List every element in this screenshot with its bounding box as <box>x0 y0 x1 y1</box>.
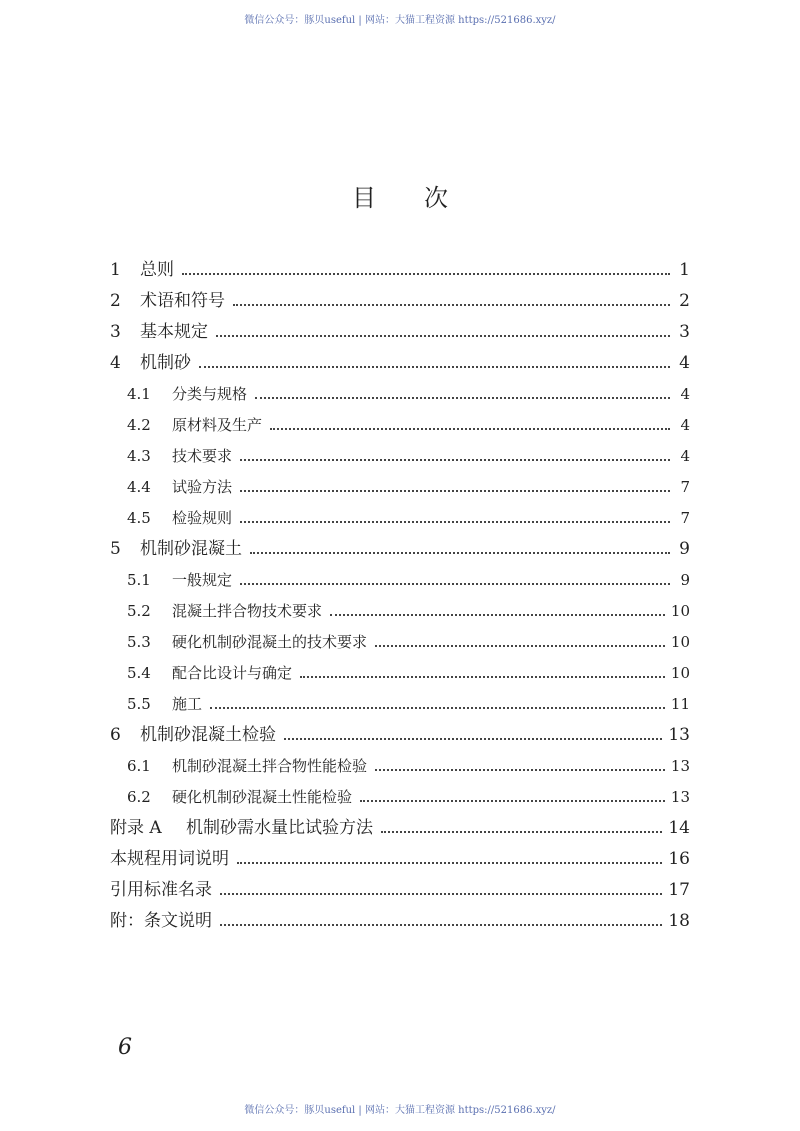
dot-leader <box>300 676 665 678</box>
toc-number: 1 <box>110 260 121 280</box>
dot-leader <box>375 645 665 647</box>
toc-entry[interactable] <box>110 816 690 840</box>
toc-label: 分类与规格 <box>172 385 248 403</box>
dot-leader <box>270 428 670 430</box>
toc-page: 18 <box>668 911 690 931</box>
toc-entry[interactable] <box>127 444 690 468</box>
toc-entry[interactable] <box>110 289 690 313</box>
toc-label: 检验规则 <box>172 509 233 527</box>
toc-entry[interactable] <box>127 599 690 623</box>
toc-page: 3 <box>679 322 690 342</box>
toc-page: 17 <box>668 880 690 900</box>
toc-page: 14 <box>668 818 690 838</box>
toc-entry[interactable] <box>110 723 690 747</box>
toc-label: 硬化机制砂混凝土性能检验 <box>172 788 353 806</box>
dot-leader <box>375 769 665 771</box>
toc-number: 3 <box>110 322 121 342</box>
toc-label: 机制砂需水量比试验方法 <box>186 818 373 838</box>
dot-leader <box>381 831 662 833</box>
dot-leader <box>220 924 662 926</box>
dot-leader <box>237 862 662 864</box>
toc-page: 9 <box>679 539 690 559</box>
toc-label: 技术要求 <box>172 447 233 465</box>
page-number: 6 <box>118 1035 132 1060</box>
toc-page: 4 <box>680 385 690 403</box>
toc-number: 6.1 <box>127 757 151 775</box>
toc-label: 原材料及生产 <box>172 416 263 434</box>
toc-label: 机制砂 <box>140 353 191 373</box>
toc-number: 4.1 <box>127 385 151 403</box>
watermark-top: 微信公众号：豚贝useful | 网站：大猫工程资源 https://521686.xyz/ <box>244 15 556 26</box>
dot-leader <box>216 335 670 337</box>
toc-entry[interactable] <box>110 351 690 375</box>
dot-leader <box>240 459 670 461</box>
toc-label: 施工 <box>172 695 203 713</box>
toc-page: 10 <box>670 664 690 682</box>
toc-page: 1 <box>679 260 690 280</box>
dot-leader <box>199 366 670 368</box>
toc-entry[interactable] <box>127 630 690 654</box>
toc-label: 术语和符号 <box>140 291 225 311</box>
toc-label: 机制砂混凝土拌合物性能检验 <box>172 757 368 775</box>
toc-number: 5 <box>110 539 121 559</box>
toc-entry[interactable] <box>110 537 690 561</box>
dot-leader <box>220 893 662 895</box>
toc-entry[interactable] <box>127 413 690 437</box>
toc-entry[interactable] <box>110 909 690 933</box>
toc-number: 5.2 <box>127 602 151 620</box>
toc-label: 混凝土拌合物技术要求 <box>172 602 323 620</box>
toc-entry[interactable] <box>127 692 690 716</box>
toc-page: 2 <box>679 291 690 311</box>
toc-page: 9 <box>680 571 690 589</box>
toc-label: 机制砂混凝土检验 <box>140 725 276 745</box>
dot-leader <box>182 273 670 275</box>
toc-page: 10 <box>670 602 690 620</box>
toc-number: 附录 A <box>110 818 162 838</box>
toc-label: 附：条文说明 <box>110 911 212 931</box>
toc-label: 机制砂混凝土 <box>140 539 242 559</box>
toc-number: 4 <box>110 353 121 373</box>
toc-number: 4.2 <box>127 416 151 434</box>
toc-page: 4 <box>680 447 690 465</box>
toc-label: 硬化机制砂混凝土的技术要求 <box>172 633 368 651</box>
toc-page: 13 <box>670 757 690 775</box>
toc-label: 基本规定 <box>140 322 208 342</box>
toc-number: 5.4 <box>127 664 151 682</box>
toc-page: 16 <box>668 849 690 869</box>
toc-entry[interactable] <box>127 568 690 592</box>
toc-entry[interactable] <box>127 382 690 406</box>
toc-entry[interactable] <box>127 785 690 809</box>
dot-leader <box>255 397 670 399</box>
toc-entry[interactable] <box>110 258 690 282</box>
dot-leader <box>330 614 665 616</box>
dot-leader <box>240 521 670 523</box>
toc-label: 引用标准名录 <box>110 880 212 900</box>
dot-leader <box>240 490 670 492</box>
dot-leader <box>360 800 665 802</box>
page-title: 目次 <box>352 184 496 212</box>
toc-page: 4 <box>680 416 690 434</box>
toc-entry[interactable] <box>110 320 690 344</box>
toc-number: 4.4 <box>127 478 151 496</box>
toc-entry[interactable] <box>127 475 690 499</box>
toc-entry[interactable] <box>127 506 690 530</box>
toc-number: 4.5 <box>127 509 151 527</box>
dot-leader <box>210 707 665 709</box>
watermark-bottom: 微信公众号：豚贝useful | 网站：大猫工程资源 https://521686.xyz/ <box>244 1105 556 1116</box>
toc-page: 10 <box>670 633 690 651</box>
toc-number: 6 <box>110 725 121 745</box>
toc-page: 4 <box>679 353 690 373</box>
toc-entry[interactable] <box>127 661 690 685</box>
toc-number: 6.2 <box>127 788 151 806</box>
toc-number: 2 <box>110 291 121 311</box>
toc-number: 5.3 <box>127 633 151 651</box>
toc-page: 13 <box>670 788 690 806</box>
toc-entry[interactable] <box>110 847 690 871</box>
toc-page: 11 <box>670 695 690 713</box>
toc-entry[interactable] <box>127 754 690 778</box>
dot-leader <box>250 552 670 554</box>
toc-page: 7 <box>680 509 690 527</box>
dot-leader <box>233 304 670 306</box>
toc-page: 7 <box>680 478 690 496</box>
toc-label: 一般规定 <box>172 571 233 589</box>
toc-label: 总则 <box>140 260 174 280</box>
toc-number: 5.1 <box>127 571 151 589</box>
toc-label: 本规程用词说明 <box>110 849 229 869</box>
dot-leader <box>240 583 670 585</box>
toc-entry[interactable] <box>110 878 690 902</box>
dot-leader <box>284 738 662 740</box>
toc-page: 13 <box>668 725 690 745</box>
toc-number: 4.3 <box>127 447 151 465</box>
toc-label: 配合比设计与确定 <box>172 664 293 682</box>
toc-number: 5.5 <box>127 695 151 713</box>
toc-label: 试验方法 <box>172 478 233 496</box>
